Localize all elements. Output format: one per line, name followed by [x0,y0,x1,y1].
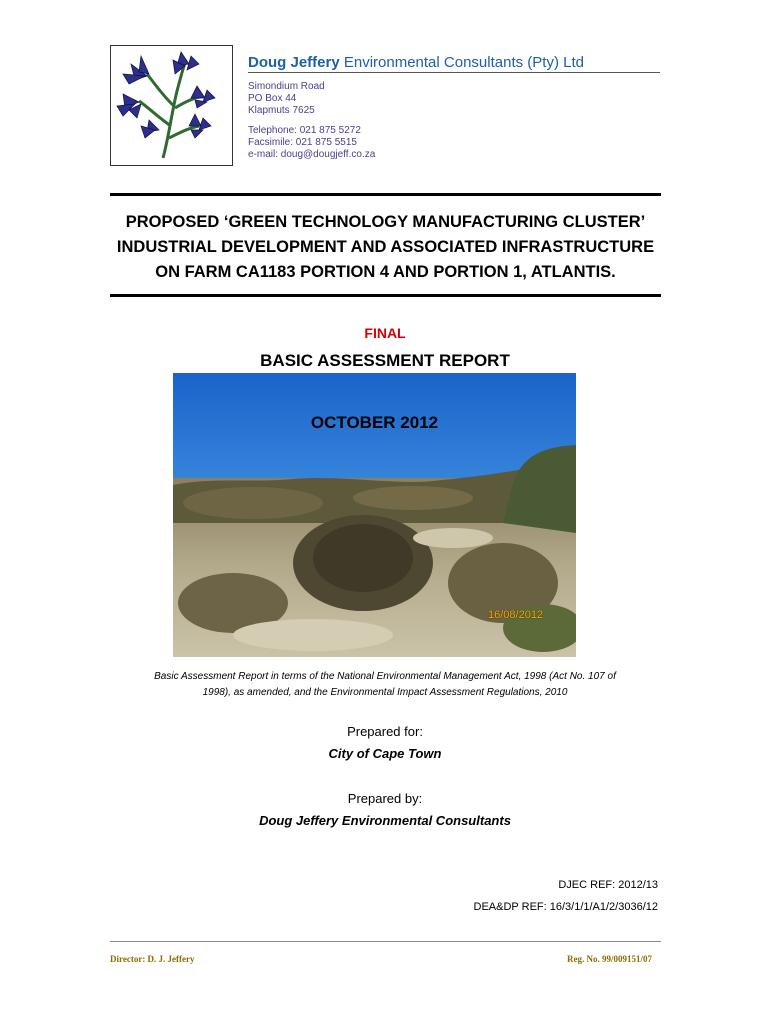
legal-line-2: 1998), as amended, and the Environmental Impact Assessment Regulations, 2010 [202,687,568,698]
title-rule-top [110,193,661,196]
header-rule [248,72,660,73]
facsimile: Facsimile: 021 875 5515 [248,137,357,148]
agapanthus-flower-icon [111,46,232,165]
djec-ref: DJEC REF: 2012/13 [558,879,658,891]
legal-statement [105,669,665,701]
company-logo [110,45,233,166]
footer-director: Director: D. J. Jeffery [110,954,195,964]
title-line-2: INDUSTRIAL DEVELOPMENT AND ASSOCIATED INFRASTRUCTURE [116,238,655,256]
email: e-mail: doug@dougjeff.co.za [248,149,376,160]
telephone: Telephone: 021 875 5272 [248,125,361,136]
photo-date-stamp: 16/08/2012 [488,609,544,621]
prepared-by-label: Prepared by: [347,791,423,806]
prepared-by-name: Doug Jeffery Environmental Consultants [259,813,511,828]
date-caption: OCTOBER 2012 [310,413,439,432]
title-rule-bottom [110,294,661,297]
document-title [100,210,671,285]
company-name: Doug Jeffery Environmental Consultants (Pty) Ltd [248,54,584,71]
status-label: FINAL [364,325,406,341]
address-street: Simondium Road [248,81,325,92]
footer-reg-no: Reg. No. 99/009151/07 [567,954,652,964]
footer-rule [110,941,661,942]
title-line-3: ON FARM CA1183 PORTION 4 AND PORTION 1, ATLANTIS. [155,263,616,281]
deadp-ref: DEA&DP REF: 16/3/1/1/A1/2/3036/12 [473,901,658,913]
legal-line-1: Basic Assessment Report in terms of the National Environmental Management Act, 1998 (Act No. 107 of [154,671,616,682]
address-town: Klapmuts 7625 [248,105,315,116]
report-name: BASIC ASSESSMENT REPORT [260,351,510,370]
prepared-for-name: City of Cape Town [328,746,442,761]
title-line-1: PROPOSED ‘GREEN TECHNOLOGY MANUFACTURING CLUSTER’ [125,213,646,231]
address-pobox: PO Box 44 [248,93,297,104]
prepared-for-label: Prepared for: [347,724,423,739]
